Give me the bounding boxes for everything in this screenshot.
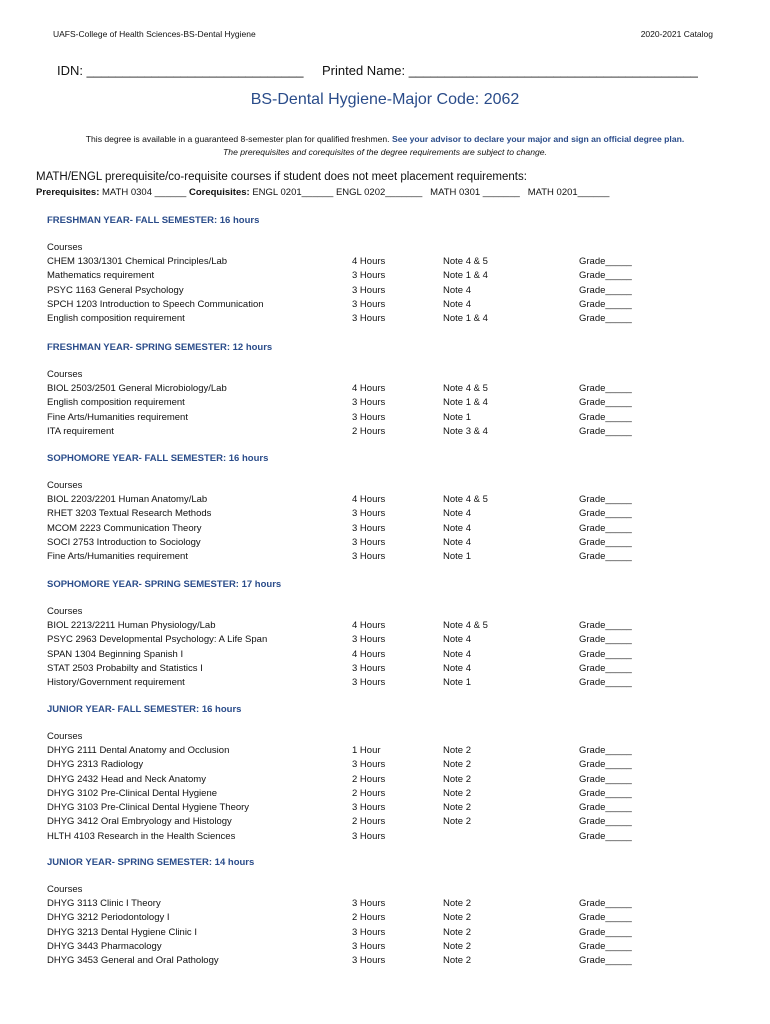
course-note: Note 2 bbox=[443, 898, 471, 909]
course-name: SPAN 1304 Beginning Spanish I bbox=[47, 648, 184, 660]
course-note: Note 2 bbox=[443, 745, 471, 756]
course-name: Mathematics requirement bbox=[47, 270, 155, 282]
course-name: Fine Arts/Humanities requirement bbox=[47, 551, 188, 563]
course-row bbox=[47, 270, 667, 284]
prereq-label: Prerequisites: bbox=[36, 187, 100, 198]
semester-title: JUNIOR YEAR- SPRING SEMESTER: 14 hours bbox=[47, 857, 255, 868]
course-hours: 3 Hours bbox=[352, 677, 386, 689]
course-grade-blank: Grade_____ bbox=[579, 759, 632, 771]
course-grade-blank: Grade_____ bbox=[579, 551, 632, 563]
course-grade-blank: Grade_____ bbox=[579, 787, 632, 799]
course-note: Note 4 bbox=[443, 662, 471, 674]
course-name: BIOL 2503/2501 General Microbiology/Lab bbox=[47, 383, 227, 394]
course-grade-blank: Grade_____ bbox=[579, 926, 632, 938]
course-row bbox=[47, 285, 667, 299]
course-hours: 3 Hours bbox=[352, 926, 386, 938]
course-hours: 3 Hours bbox=[352, 759, 386, 771]
course-hours: 1 Hour bbox=[352, 745, 381, 756]
course-grade-blank: Grade_____ bbox=[579, 383, 632, 394]
course-hours: 3 Hours bbox=[352, 898, 386, 909]
course-note: Note 4 bbox=[443, 648, 471, 660]
course-hours: 3 Hours bbox=[352, 397, 386, 409]
course-hours: 4 Hours bbox=[352, 383, 386, 394]
course-note: Note 1 bbox=[443, 411, 471, 423]
course-hours: 3 Hours bbox=[352, 802, 386, 814]
course-name: DHYG 3213 Dental Hygiene Clinic I bbox=[47, 926, 197, 938]
course-grade-blank: Grade_____ bbox=[579, 940, 632, 952]
course-note: Note 4 bbox=[443, 634, 471, 646]
course-name: ITA requirement bbox=[47, 425, 114, 437]
course-grade-blank: Grade_____ bbox=[579, 508, 632, 520]
course-note: Note 2 bbox=[443, 787, 471, 799]
course-grade-blank: Grade_____ bbox=[579, 955, 632, 967]
course-name: DHYG 3212 Periodontology I bbox=[47, 912, 170, 924]
course-name: English composition requirement bbox=[47, 313, 185, 325]
course-row bbox=[47, 912, 667, 926]
course-grade-blank: Grade_____ bbox=[579, 648, 632, 660]
course-name: CHEM 1303/1301 Chemical Principles/Lab bbox=[47, 256, 228, 267]
coreq-text: ENGL 0201______ ENGL 0202_______ MATH 0301 _______ MATH 0201______ bbox=[249, 187, 610, 198]
course-hours: 3 Hours bbox=[352, 955, 386, 967]
course-note: Note 4 & 5 bbox=[443, 383, 488, 394]
math-engl-heading: MATH/ENGL prerequisite/co-requisite courses if student does not meet placement requirements: bbox=[36, 171, 527, 183]
course-row bbox=[47, 551, 667, 565]
course-note: Note 1 & 4 bbox=[443, 270, 488, 282]
course-grade-blank: Grade_____ bbox=[579, 662, 632, 674]
course-row bbox=[47, 634, 667, 648]
intro-line-1 bbox=[0, 134, 770, 144]
course-row bbox=[47, 802, 667, 816]
semester-block bbox=[47, 579, 667, 691]
courses-label: Courses bbox=[47, 731, 83, 742]
course-grade-blank: Grade_____ bbox=[579, 677, 632, 689]
course-row bbox=[47, 256, 667, 270]
course-note: Note 4 bbox=[443, 298, 471, 310]
course-row bbox=[47, 383, 667, 397]
course-hours: 4 Hours bbox=[352, 494, 386, 505]
semester-block bbox=[47, 342, 667, 440]
course-name: DHYG 3412 Oral Embryology and Histology bbox=[47, 816, 232, 828]
course-hours: 3 Hours bbox=[352, 662, 386, 674]
course-note: Note 4 bbox=[443, 536, 471, 548]
course-grade-blank: Grade_____ bbox=[579, 773, 632, 785]
course-row bbox=[47, 537, 667, 551]
course-row bbox=[47, 898, 667, 912]
semester-block bbox=[47, 453, 667, 565]
course-grade-blank: Grade_____ bbox=[579, 536, 632, 548]
course-grade-blank: Grade_____ bbox=[579, 816, 632, 828]
prereq-line bbox=[36, 187, 609, 198]
courses-label: Courses bbox=[47, 606, 83, 617]
course-grade-blank: Grade_____ bbox=[579, 284, 632, 296]
course-name: MCOM 2223 Communication Theory bbox=[47, 522, 202, 534]
printed-name-field: Printed Name: ________________________________________ bbox=[322, 63, 698, 78]
course-grade-blank: Grade_____ bbox=[579, 256, 632, 267]
course-name: DHYG 3453 General and Oral Pathology bbox=[47, 955, 219, 967]
course-note: Note 4 bbox=[443, 522, 471, 534]
course-grade-blank: Grade_____ bbox=[579, 898, 632, 909]
course-note: Note 1 bbox=[443, 551, 471, 563]
course-grade-blank: Grade_____ bbox=[579, 620, 632, 631]
course-note: Note 2 bbox=[443, 802, 471, 814]
course-hours: 4 Hours bbox=[352, 648, 386, 660]
course-row bbox=[47, 745, 667, 759]
course-row bbox=[47, 494, 667, 508]
intro-plain: This degree is available in a guaranteed 8-semester plan for qualified freshmen. bbox=[85, 134, 392, 144]
course-note: Note 4 bbox=[443, 284, 471, 296]
course-note: Note 2 bbox=[443, 940, 471, 952]
course-row bbox=[47, 508, 667, 522]
idn-field: IDN: ______________________________ bbox=[57, 63, 304, 78]
course-hours: 3 Hours bbox=[352, 536, 386, 548]
course-note: Note 2 bbox=[443, 773, 471, 785]
course-name: English composition requirement bbox=[47, 397, 185, 409]
course-hours: 3 Hours bbox=[352, 411, 386, 423]
course-grade-blank: Grade_____ bbox=[579, 270, 632, 282]
course-row bbox=[47, 941, 667, 955]
course-grade-blank: Grade_____ bbox=[579, 802, 632, 814]
course-hours: 3 Hours bbox=[352, 634, 386, 646]
course-name: DHYG 2313 Radiology bbox=[47, 759, 144, 771]
course-name: RHET 3203 Textual Research Methods bbox=[47, 508, 212, 520]
course-row bbox=[47, 620, 667, 634]
semester-title: SOPHOMORE YEAR- FALL SEMESTER: 16 hours bbox=[47, 453, 269, 464]
course-hours: 3 Hours bbox=[352, 940, 386, 952]
course-hours: 3 Hours bbox=[352, 270, 386, 282]
course-hours: 2 Hours bbox=[352, 425, 386, 437]
course-grade-blank: Grade_____ bbox=[579, 494, 632, 505]
course-hours: 3 Hours bbox=[352, 551, 386, 563]
course-note: Note 1 & 4 bbox=[443, 397, 488, 409]
course-note: Note 4 & 5 bbox=[443, 620, 488, 631]
course-hours: 4 Hours bbox=[352, 256, 386, 267]
course-row bbox=[47, 955, 667, 969]
course-hours: 3 Hours bbox=[352, 298, 386, 310]
semester-title: JUNIOR YEAR- FALL SEMESTER: 16 hours bbox=[47, 704, 242, 715]
course-note: Note 2 bbox=[443, 926, 471, 938]
course-name: DHYG 3102 Pre-Clinical Dental Hygiene bbox=[47, 787, 218, 799]
course-name: DHYG 2111 Dental Anatomy and Occlusion bbox=[47, 745, 230, 756]
course-row bbox=[47, 523, 667, 537]
course-row bbox=[47, 649, 667, 663]
semester-block bbox=[47, 857, 667, 969]
course-row bbox=[47, 788, 667, 802]
semester-title: SOPHOMORE YEAR- SPRING SEMESTER: 17 hours bbox=[47, 579, 282, 590]
course-name: STAT 2503 Probabilty and Statistics I bbox=[47, 662, 203, 674]
course-grade-blank: Grade_____ bbox=[579, 411, 632, 423]
course-row bbox=[47, 426, 667, 440]
course-row bbox=[47, 774, 667, 788]
course-note: Note 1 & 4 bbox=[443, 313, 488, 325]
course-name: DHYG 3443 Pharmacology bbox=[47, 940, 162, 952]
course-note: Note 2 bbox=[443, 955, 471, 967]
course-hours: 2 Hours bbox=[352, 787, 386, 799]
course-hours: 2 Hours bbox=[352, 773, 386, 785]
prereq-text: MATH 0304 ______ bbox=[99, 187, 189, 198]
course-row bbox=[47, 927, 667, 941]
course-name: PSYC 1163 General Psychology bbox=[47, 284, 184, 296]
course-name: DHYG 3113 Clinic I Theory bbox=[47, 898, 161, 909]
course-name: BIOL 2203/2201 Human Anatomy/Lab bbox=[47, 494, 208, 505]
course-hours: 2 Hours bbox=[352, 816, 386, 828]
course-grade-blank: Grade_____ bbox=[579, 425, 632, 437]
course-grade-blank: Grade_____ bbox=[579, 912, 632, 924]
course-grade-blank: Grade_____ bbox=[579, 830, 632, 842]
header-right: 2020-2021 Catalog bbox=[640, 29, 713, 39]
course-row bbox=[47, 816, 667, 830]
course-note: Note 2 bbox=[443, 816, 471, 828]
course-hours: 3 Hours bbox=[352, 522, 386, 534]
course-name: SPCH 1203 Introduction to Speech Communication bbox=[47, 298, 264, 310]
courses-label: Courses bbox=[47, 884, 83, 895]
course-name: DHYG 2432 Head and Neck Anatomy bbox=[47, 773, 206, 785]
course-row bbox=[47, 299, 667, 313]
course-hours: 3 Hours bbox=[352, 313, 386, 325]
course-grade-blank: Grade_____ bbox=[579, 298, 632, 310]
course-name: Fine Arts/Humanities requirement bbox=[47, 411, 188, 423]
course-note: Note 4 & 5 bbox=[443, 494, 488, 505]
course-row bbox=[47, 677, 667, 691]
course-note: Note 2 bbox=[443, 759, 471, 771]
courses-label: Courses bbox=[47, 242, 83, 253]
course-name: BIOL 2213/2211 Human Physiology/Lab bbox=[47, 620, 216, 631]
course-row bbox=[47, 663, 667, 677]
course-hours: 4 Hours bbox=[352, 620, 386, 631]
course-row bbox=[47, 313, 667, 327]
course-note: Note 4 & 5 bbox=[443, 256, 488, 267]
course-grade-blank: Grade_____ bbox=[579, 745, 632, 756]
semester-block bbox=[47, 704, 667, 845]
course-name: DHYG 3103 Pre-Clinical Dental Hygiene Theory bbox=[47, 802, 250, 814]
course-note: Note 3 & 4 bbox=[443, 425, 488, 437]
course-name: HLTH 4103 Research in the Health Sciences bbox=[47, 830, 236, 842]
course-name: PSYC 2963 Developmental Psychology: A Life Span bbox=[47, 634, 268, 646]
page-title: BS-Dental Hygiene-Major Code: 2062 bbox=[250, 91, 520, 108]
course-row bbox=[47, 412, 667, 426]
course-note: Note 2 bbox=[443, 912, 471, 924]
course-grade-blank: Grade_____ bbox=[579, 313, 632, 325]
semester-block bbox=[47, 215, 667, 327]
course-note: Note 1 bbox=[443, 677, 471, 689]
course-name: SOCI 2753 Introduction to Sociology bbox=[47, 536, 201, 548]
course-hours: 3 Hours bbox=[352, 508, 386, 520]
course-hours: 2 Hours bbox=[352, 912, 386, 924]
intro-line-2: The prerequisites and corequisites of the degree requirements are subject to change. bbox=[223, 147, 547, 157]
course-name: History/Government requirement bbox=[47, 677, 185, 689]
semester-title: FRESHMAN YEAR- SPRING SEMESTER: 12 hours bbox=[47, 342, 273, 353]
coreq-label: Corequisites: bbox=[188, 187, 250, 198]
course-row bbox=[47, 397, 667, 411]
courses-label: Courses bbox=[47, 480, 83, 491]
course-row bbox=[47, 831, 667, 845]
course-note: Note 4 bbox=[443, 508, 471, 520]
course-row bbox=[47, 759, 667, 773]
course-grade-blank: Grade_____ bbox=[579, 522, 632, 534]
course-grade-blank: Grade_____ bbox=[579, 397, 632, 409]
course-hours: 3 Hours bbox=[352, 830, 386, 842]
course-grade-blank: Grade_____ bbox=[579, 634, 632, 646]
header-left: UAFS-College of Health Sciences-BS-Dental Hygiene bbox=[53, 29, 256, 39]
course-hours: 3 Hours bbox=[352, 284, 386, 296]
semester-title: FRESHMAN YEAR- FALL SEMESTER: 16 hours bbox=[47, 215, 260, 226]
intro-emphasis: See your advisor to declare your major and sign an official degree plan. bbox=[391, 134, 685, 144]
courses-label: Courses bbox=[47, 369, 83, 380]
